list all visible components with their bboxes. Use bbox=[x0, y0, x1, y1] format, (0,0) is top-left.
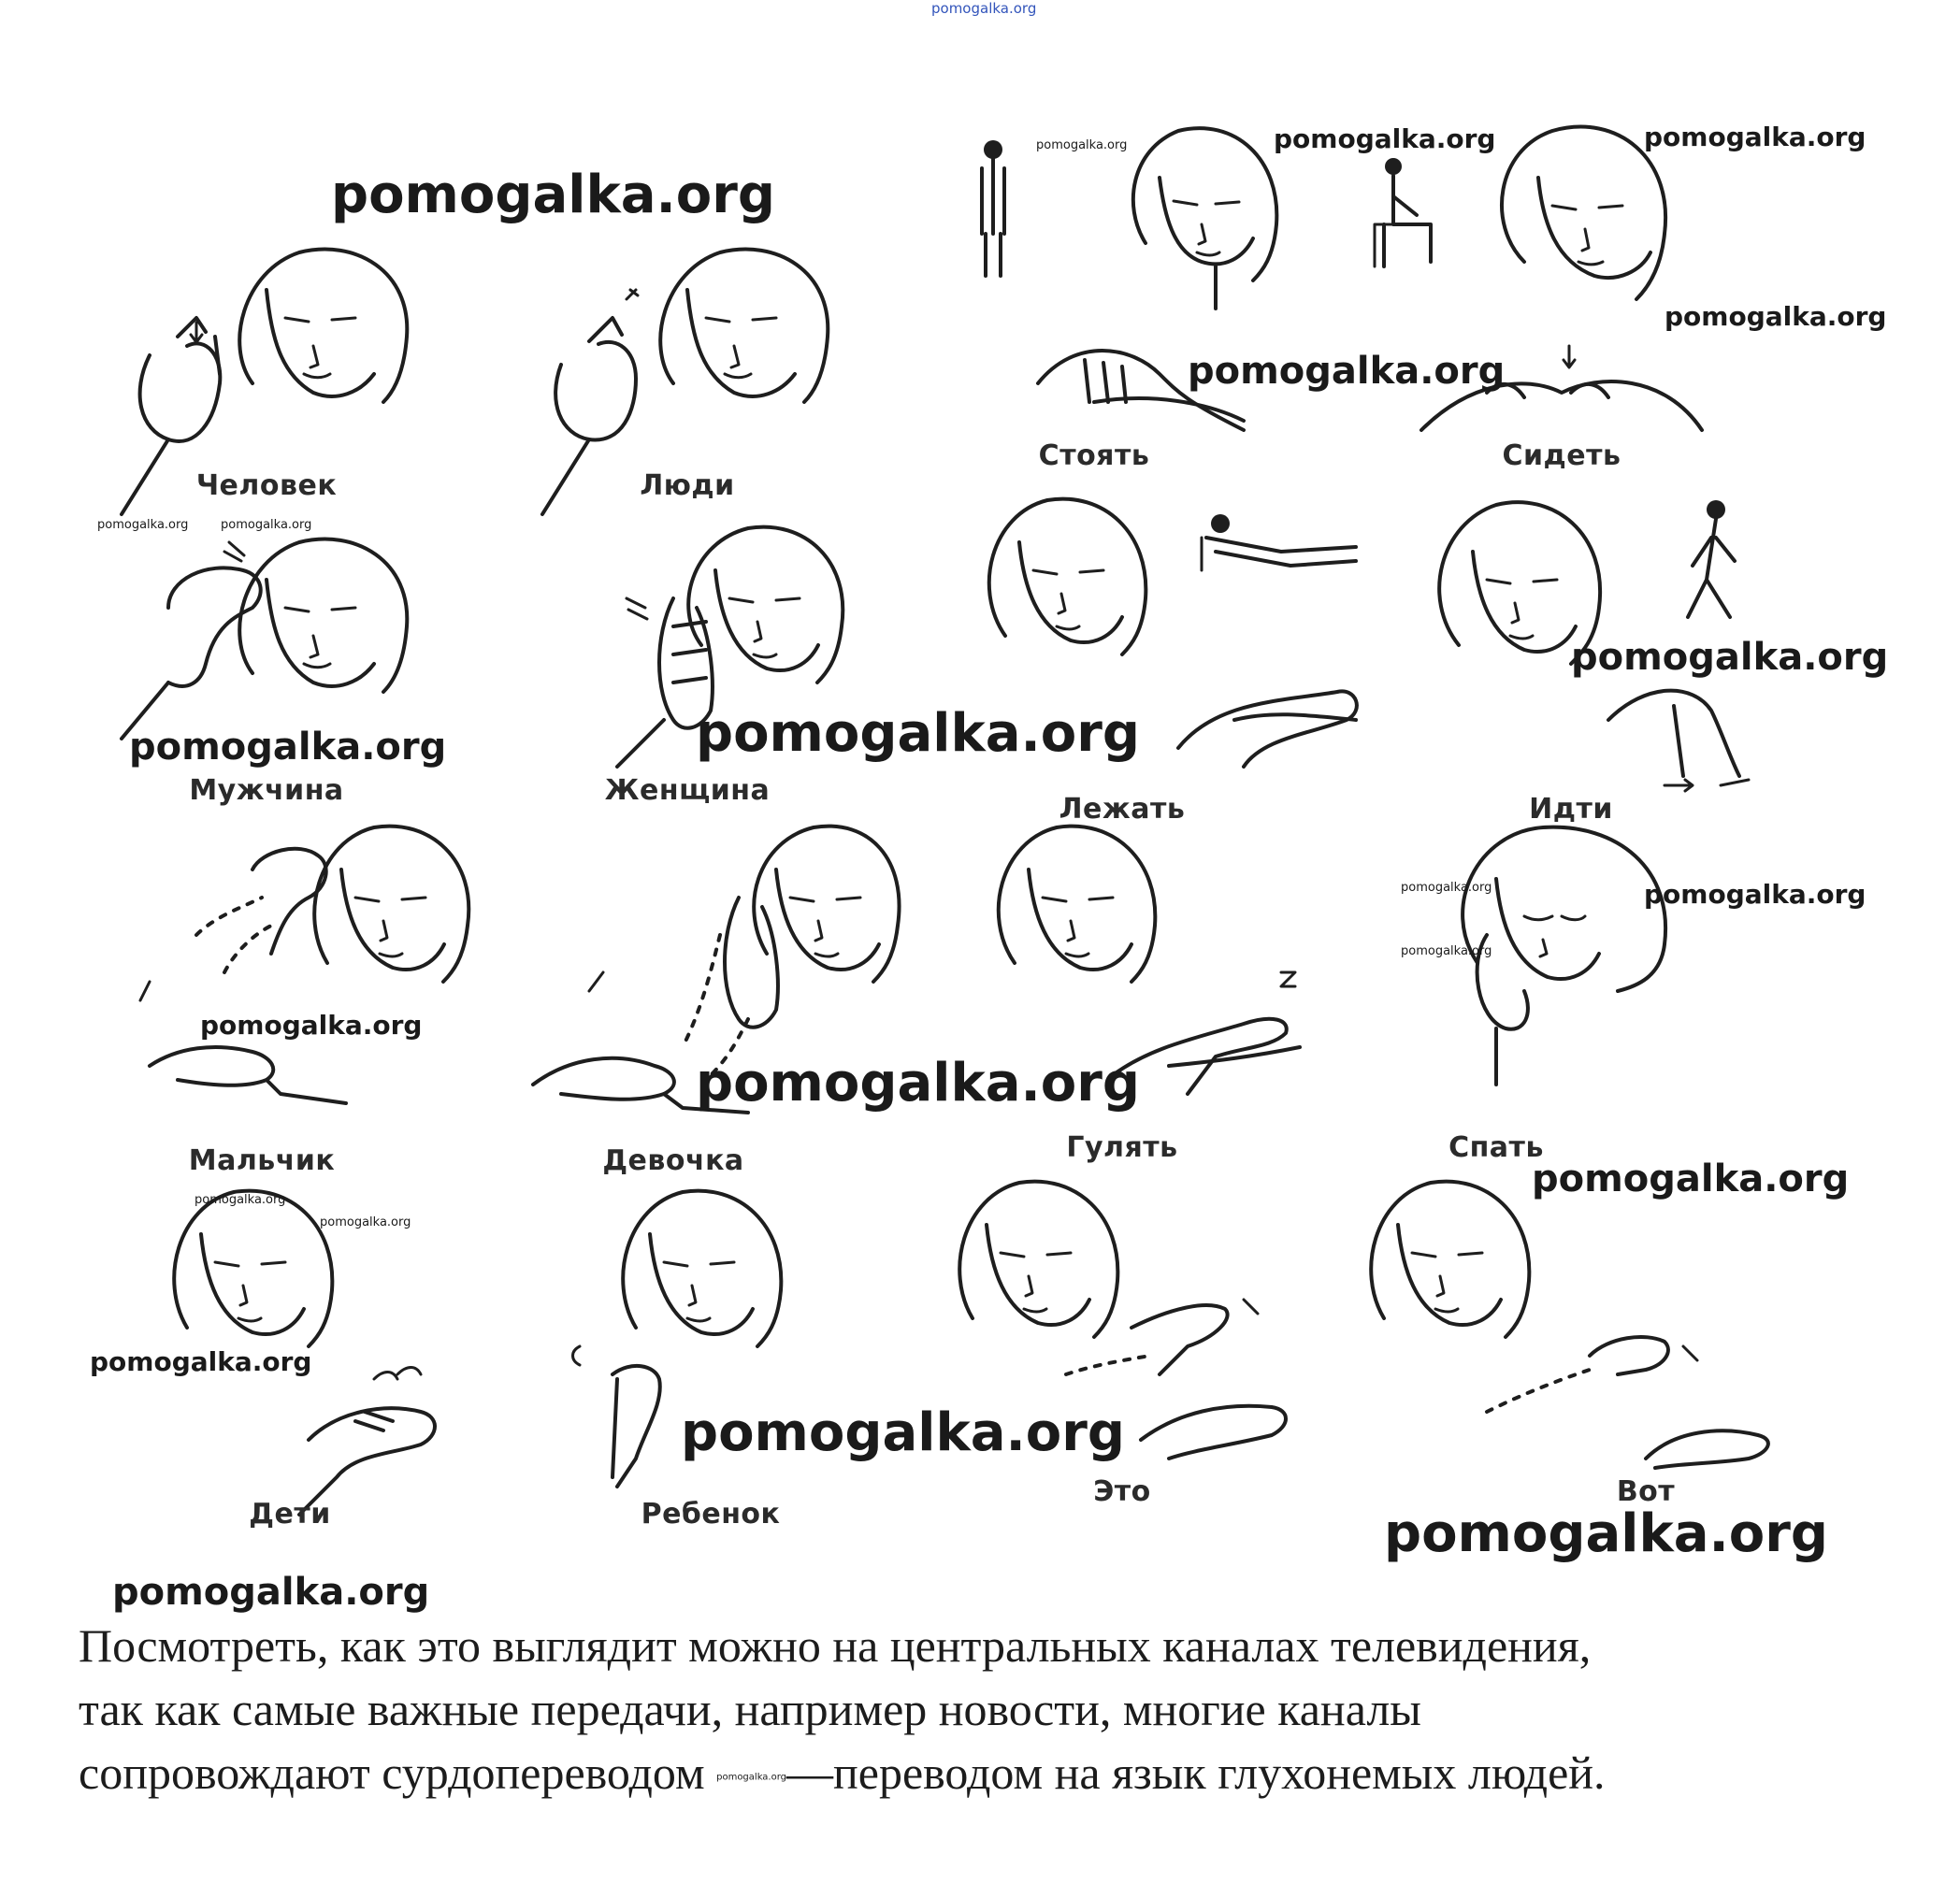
watermark: pomogalka.org bbox=[221, 518, 312, 532]
sign-lyudi-label: Люди bbox=[640, 469, 735, 502]
sign-lezhat-label: Лежать bbox=[1059, 793, 1186, 826]
watermark: pomogalka.org bbox=[1036, 138, 1128, 152]
sign-chelovek-label: Человек bbox=[195, 469, 338, 502]
sign-stoyat-label: Стоять bbox=[1038, 439, 1150, 472]
caption-line-1: Посмотреть, как это выглядит можно на центральных каналах телевидения, bbox=[79, 1619, 1592, 1672]
watermark: pomogalka.org bbox=[1274, 123, 1496, 154]
sign-chelovek bbox=[112, 234, 421, 514]
sign-rebenok-label: Ребенок bbox=[641, 1498, 781, 1531]
sign-sidet bbox=[1365, 122, 1758, 477]
watermark: pomogalka.org bbox=[97, 518, 189, 532]
sign-devochka-label: Девочка bbox=[602, 1144, 744, 1177]
watermark: pomogalka.org bbox=[1644, 122, 1866, 152]
watermark: pomogalka.org bbox=[112, 1571, 430, 1614]
sign-stoyat bbox=[963, 122, 1337, 477]
caption-paragraph bbox=[79, 1614, 1902, 1810]
watermark: pomogalka.org bbox=[1384, 1503, 1828, 1564]
sign-eto-label: Это bbox=[1093, 1475, 1151, 1508]
caption-line-3 bbox=[79, 1741, 1902, 1810]
sign-vot bbox=[1365, 1178, 1777, 1533]
sign-malchik bbox=[103, 823, 477, 1178]
sign-rebenok bbox=[561, 1178, 879, 1552]
sign-idti-label: Идти bbox=[1529, 793, 1613, 826]
sign-devochka bbox=[524, 823, 926, 1178]
sign-gulyat-label: Гулять bbox=[1066, 1131, 1178, 1164]
watermark: pomogalka.org bbox=[1532, 1157, 1850, 1200]
sign-chelovek-drawing bbox=[112, 234, 421, 486]
watermark: pomogalka.org bbox=[1571, 636, 1889, 679]
watermark: pomogalka.org bbox=[696, 703, 1140, 764]
watermark: pomogalka.org bbox=[1401, 881, 1492, 895]
sign-deti-label: Дети bbox=[249, 1498, 331, 1531]
sign-vot-label: Вот bbox=[1616, 1475, 1676, 1508]
sign-muzhchina-label: Мужчина bbox=[189, 774, 344, 807]
watermark: pomogalka.org bbox=[1665, 301, 1887, 332]
sign-spat-label: Спать bbox=[1448, 1131, 1544, 1164]
sign-malchik-drawing bbox=[103, 823, 477, 1141]
watermark-top: pomogalka.org bbox=[931, 0, 1037, 17]
watermark: pomogalka.org bbox=[320, 1215, 411, 1229]
sign-sidet-label: Сидеть bbox=[1502, 439, 1621, 472]
watermark: pomogalka.org bbox=[129, 726, 447, 769]
sign-gulyat bbox=[973, 823, 1347, 1178]
sign-malchik-label: Мальчик bbox=[188, 1144, 336, 1177]
watermark: pomogalka.org bbox=[195, 1193, 286, 1207]
watermark: pomogalka.org bbox=[200, 1010, 423, 1041]
watermark-inline: pomogalka.org bbox=[716, 1772, 787, 1783]
sign-lyudi-drawing bbox=[533, 234, 842, 486]
caption-line-3-end: переводом на язык глухонемых людей. bbox=[833, 1746, 1606, 1799]
sign-lezhat bbox=[963, 496, 1375, 832]
sign-rebenok-drawing bbox=[561, 1178, 879, 1515]
caption-dash: — bbox=[786, 1746, 834, 1799]
sign-lyudi bbox=[533, 234, 842, 514]
watermark: pomogalka.org bbox=[681, 1402, 1125, 1463]
sign-vot-drawing bbox=[1365, 1178, 1777, 1496]
watermark: pomogalka.org bbox=[1644, 879, 1866, 910]
watermark: pomogalka.org bbox=[331, 165, 775, 225]
watermark: pomogalka.org bbox=[90, 1346, 312, 1377]
watermark: pomogalka.org bbox=[1188, 350, 1506, 393]
sign-spat bbox=[1403, 823, 1777, 1178]
watermark: pomogalka.org bbox=[696, 1053, 1140, 1114]
caption-line-2: так как самые важные передачи, например новости, многие каналы bbox=[79, 1683, 1421, 1735]
watermark: pomogalka.org bbox=[1401, 944, 1492, 958]
sign-eto bbox=[954, 1178, 1347, 1533]
sign-spat-drawing bbox=[1403, 823, 1777, 1141]
sign-zhenshchina-label: Женщина bbox=[604, 774, 771, 807]
caption-line-3-start: сопровождают сурдопереводом bbox=[79, 1746, 717, 1799]
